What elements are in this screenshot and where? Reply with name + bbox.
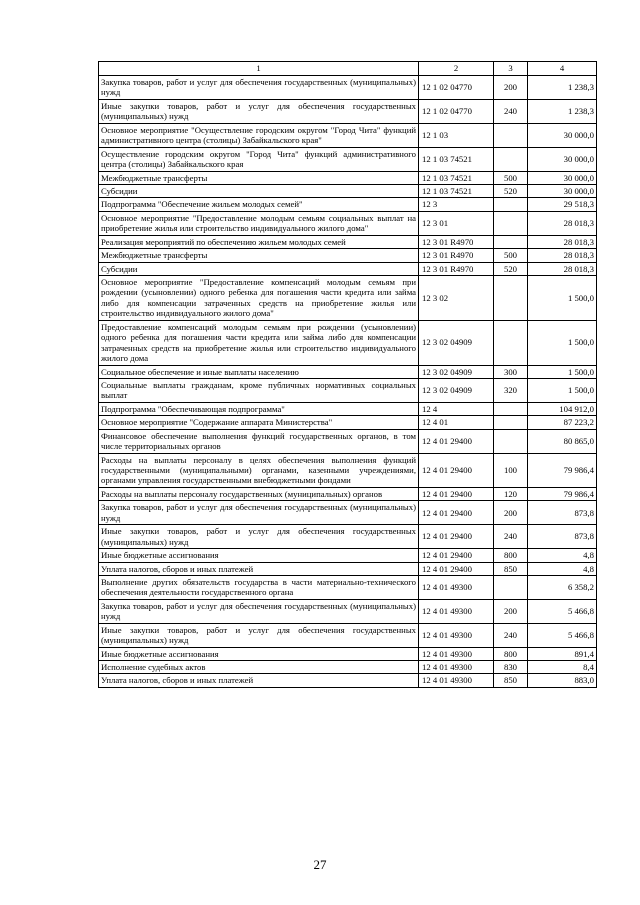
- row-expense-type: [494, 123, 528, 147]
- row-description: Иные бюджетные ассигнования: [99, 647, 419, 660]
- table-row: [99, 501, 597, 525]
- row-target-code: 12 4 01 49300: [419, 647, 494, 660]
- row-amount: 79 986,4: [528, 453, 597, 487]
- row-description: Основное мероприятие "Осуществление городским округом "Город Чита" функций административного центра (столицы) Забайкальского края": [99, 123, 419, 147]
- row-description: Выполнение других обязательств государства в части материально-технического обеспечения деятельности государственного органа: [99, 575, 419, 599]
- row-amount: 6 358,2: [528, 575, 597, 599]
- row-expense-type: 120: [494, 487, 528, 500]
- table-row: [99, 623, 597, 647]
- row-amount: 30 000,0: [528, 171, 597, 184]
- row-target-code: 12 4 01 49300: [419, 674, 494, 687]
- row-description: Межбюджетные трансферты: [99, 171, 419, 184]
- row-amount: 873,8: [528, 525, 597, 549]
- row-target-code: 12 3 01 R4970: [419, 262, 494, 275]
- table-row: [99, 198, 597, 211]
- row-target-code: 12 4 01 29400: [419, 549, 494, 562]
- row-amount: 28 018,3: [528, 211, 597, 235]
- row-expense-type: 520: [494, 262, 528, 275]
- row-expense-type: [494, 429, 528, 453]
- row-amount: 5 466,8: [528, 599, 597, 623]
- row-description: Основное мероприятие "Предоставление компенсаций молодым семьям при рождении (усыновлении) одного ребенка для погашения части кредита или займа либо для компенсации затраченных средств на приобретение жилья или строительство индивидуального жилого дома": [99, 276, 419, 321]
- row-expense-type: [494, 235, 528, 248]
- row-amount: 891,4: [528, 647, 597, 660]
- row-amount: 30 000,0: [528, 147, 597, 171]
- row-description: Уплата налогов, сборов и иных платежей: [99, 674, 419, 687]
- row-target-code: 12 4 01 29400: [419, 562, 494, 575]
- table-row: [99, 525, 597, 549]
- row-target-code: 12 1 03 74521: [419, 184, 494, 197]
- header-col-2: 2: [419, 62, 494, 76]
- row-target-code: 12 4 01: [419, 416, 494, 429]
- row-expense-type: [494, 402, 528, 415]
- table-row: [99, 378, 597, 402]
- row-description: Субсидии: [99, 184, 419, 197]
- row-expense-type: 850: [494, 674, 528, 687]
- row-target-code: 12 1 03: [419, 123, 494, 147]
- header-col-4: 4: [528, 62, 597, 76]
- table-row: [99, 647, 597, 660]
- row-target-code: 12 4 01 49300: [419, 623, 494, 647]
- row-target-code: 12 4 01 49300: [419, 599, 494, 623]
- table-row: [99, 365, 597, 378]
- row-expense-type: 800: [494, 647, 528, 660]
- table-header-row: [99, 62, 597, 76]
- row-target-code: 12 1 02 04770: [419, 99, 494, 123]
- row-description: Подпрограмма "Обеспечение жильем молодых семей": [99, 198, 419, 211]
- row-amount: 1 500,0: [528, 365, 597, 378]
- row-description: Основное мероприятие "Предоставление молодым семьям социальных выплат на приобретение жилья или строительство индивидуального жилого дома": [99, 211, 419, 235]
- row-description: Социальные выплаты гражданам, кроме публичных нормативных социальных выплат: [99, 378, 419, 402]
- table-row: [99, 416, 597, 429]
- table-row: [99, 184, 597, 197]
- row-target-code: 12 3 02 04909: [419, 320, 494, 365]
- table-row: [99, 123, 597, 147]
- row-description: Расходы на выплаты персоналу в целях обеспечения выполнения функций государственными (муниципальными) органами, казенными учреждениями, органами управления государственными внебюджетными фондами: [99, 453, 419, 487]
- row-amount: 1 500,0: [528, 378, 597, 402]
- row-description: Предоставление компенсаций молодым семьям при рождении (усыновлении) одного ребенка для погашения части кредита или займа либо для компенсации затраченных средств на приобретение жилья или строительство индивидуального жилого дома: [99, 320, 419, 365]
- row-amount: 30 000,0: [528, 123, 597, 147]
- row-amount: 104 912,0: [528, 402, 597, 415]
- table-row: [99, 487, 597, 500]
- row-expense-type: [494, 320, 528, 365]
- row-expense-type: 500: [494, 249, 528, 262]
- row-amount: 4,8: [528, 562, 597, 575]
- row-description: Закупка товаров, работ и услуг для обеспечения государственных (муниципальных) нужд: [99, 501, 419, 525]
- row-expense-type: 100: [494, 453, 528, 487]
- row-target-code: 12 4 01 29400: [419, 453, 494, 487]
- row-expense-type: [494, 575, 528, 599]
- row-target-code: 12 3 01 R4970: [419, 235, 494, 248]
- table-row: [99, 549, 597, 562]
- row-expense-type: [494, 276, 528, 321]
- table-row: [99, 147, 597, 171]
- row-description: Иные бюджетные ассигнования: [99, 549, 419, 562]
- row-amount: 28 018,3: [528, 262, 597, 275]
- row-amount: 8,4: [528, 661, 597, 674]
- row-amount: 883,0: [528, 674, 597, 687]
- row-amount: 29 518,3: [528, 198, 597, 211]
- table-row: [99, 575, 597, 599]
- row-expense-type: 200: [494, 501, 528, 525]
- table-row: [99, 453, 597, 487]
- table-row: [99, 276, 597, 321]
- row-expense-type: 500: [494, 171, 528, 184]
- row-expense-type: 800: [494, 549, 528, 562]
- table-row: [99, 599, 597, 623]
- table-row: [99, 562, 597, 575]
- row-target-code: 12 4 01 29400: [419, 429, 494, 453]
- row-amount: 873,8: [528, 501, 597, 525]
- row-description: Расходы на выплаты персоналу государственных (муниципальных) органов: [99, 487, 419, 500]
- row-expense-type: [494, 416, 528, 429]
- row-amount: 30 000,0: [528, 184, 597, 197]
- row-description: Осуществление городским округом "Город Чита" функций административного центра (столицы) Забайкальского края: [99, 147, 419, 171]
- table-row: [99, 262, 597, 275]
- row-target-code: 12 1 02 04770: [419, 76, 494, 100]
- row-expense-type: 320: [494, 378, 528, 402]
- row-description: Иные закупки товаров, работ и услуг для обеспечения государственных (муниципальных) нужд: [99, 99, 419, 123]
- row-description: Закупка товаров, работ и услуг для обеспечения государственных (муниципальных) нужд: [99, 599, 419, 623]
- row-description: Субсидии: [99, 262, 419, 275]
- table-row: [99, 429, 597, 453]
- row-target-code: 12 4 01 49300: [419, 575, 494, 599]
- budget-table: [98, 61, 597, 688]
- page-number: 27: [313, 857, 327, 872]
- row-expense-type: 830: [494, 661, 528, 674]
- row-description: Основное мероприятие "Содержание аппарата Министерства": [99, 416, 419, 429]
- row-expense-type: 200: [494, 76, 528, 100]
- row-expense-type: [494, 147, 528, 171]
- row-expense-type: 240: [494, 99, 528, 123]
- row-target-code: 12 3 01: [419, 211, 494, 235]
- row-description: Межбюджетные трансферты: [99, 249, 419, 262]
- row-description: Финансовое обеспечение выполнения функций государственных органов, в том числе территориальных органов: [99, 429, 419, 453]
- row-target-code: 12 4 01 29400: [419, 525, 494, 549]
- budget-table-body: [99, 62, 597, 688]
- row-amount: 79 986,4: [528, 487, 597, 500]
- row-expense-type: 520: [494, 184, 528, 197]
- row-description: Социальное обеспечение и иные выплаты населению: [99, 365, 419, 378]
- row-description: Иные закупки товаров, работ и услуг для обеспечения государственных (муниципальных) нужд: [99, 623, 419, 647]
- row-description: Уплата налогов, сборов и иных платежей: [99, 562, 419, 575]
- row-description: Иные закупки товаров, работ и услуг для обеспечения государственных (муниципальных) нужд: [99, 525, 419, 549]
- row-expense-type: 850: [494, 562, 528, 575]
- row-target-code: 12 4 01 49300: [419, 661, 494, 674]
- row-amount: 1 500,0: [528, 276, 597, 321]
- table-row: [99, 76, 597, 100]
- row-amount: 28 018,3: [528, 235, 597, 248]
- row-description: Исполнение судебных актов: [99, 661, 419, 674]
- table-row: [99, 674, 597, 687]
- row-expense-type: [494, 211, 528, 235]
- row-target-code: 12 3 02 04909: [419, 378, 494, 402]
- row-target-code: 12 4 01 29400: [419, 501, 494, 525]
- table-row: [99, 235, 597, 248]
- row-expense-type: 240: [494, 623, 528, 647]
- row-expense-type: 200: [494, 599, 528, 623]
- table-row: [99, 99, 597, 123]
- row-amount: 4,8: [528, 549, 597, 562]
- row-amount: 80 865,0: [528, 429, 597, 453]
- row-target-code: 12 3: [419, 198, 494, 211]
- row-amount: 1 500,0: [528, 320, 597, 365]
- row-amount: 1 238,3: [528, 76, 597, 100]
- header-col-3: 3: [494, 62, 528, 76]
- row-target-code: 12 4: [419, 402, 494, 415]
- table-row: [99, 211, 597, 235]
- row-target-code: 12 3 02: [419, 276, 494, 321]
- row-target-code: 12 3 02 04909: [419, 365, 494, 378]
- table-row: [99, 320, 597, 365]
- row-amount: 5 466,8: [528, 623, 597, 647]
- row-description: Реализация мероприятий по обеспечению жильем молодых семей: [99, 235, 419, 248]
- row-expense-type: 300: [494, 365, 528, 378]
- row-target-code: 12 3 01 R4970: [419, 249, 494, 262]
- row-description: Подпрограмма "Обеспечивающая подпрограмма": [99, 402, 419, 415]
- table-row: [99, 249, 597, 262]
- table-row: [99, 661, 597, 674]
- table-row: [99, 402, 597, 415]
- row-target-code: 12 1 03 74521: [419, 171, 494, 184]
- row-expense-type: [494, 198, 528, 211]
- table-row: [99, 171, 597, 184]
- row-amount: 1 238,3: [528, 99, 597, 123]
- header-col-1: 1: [99, 62, 419, 76]
- row-target-code: 12 4 01 29400: [419, 487, 494, 500]
- row-target-code: 12 1 03 74521: [419, 147, 494, 171]
- row-amount: 28 018,3: [528, 249, 597, 262]
- row-description: Закупка товаров, работ и услуг для обеспечения государственных (муниципальных) нужд: [99, 76, 419, 100]
- row-amount: 87 223,2: [528, 416, 597, 429]
- row-expense-type: 240: [494, 525, 528, 549]
